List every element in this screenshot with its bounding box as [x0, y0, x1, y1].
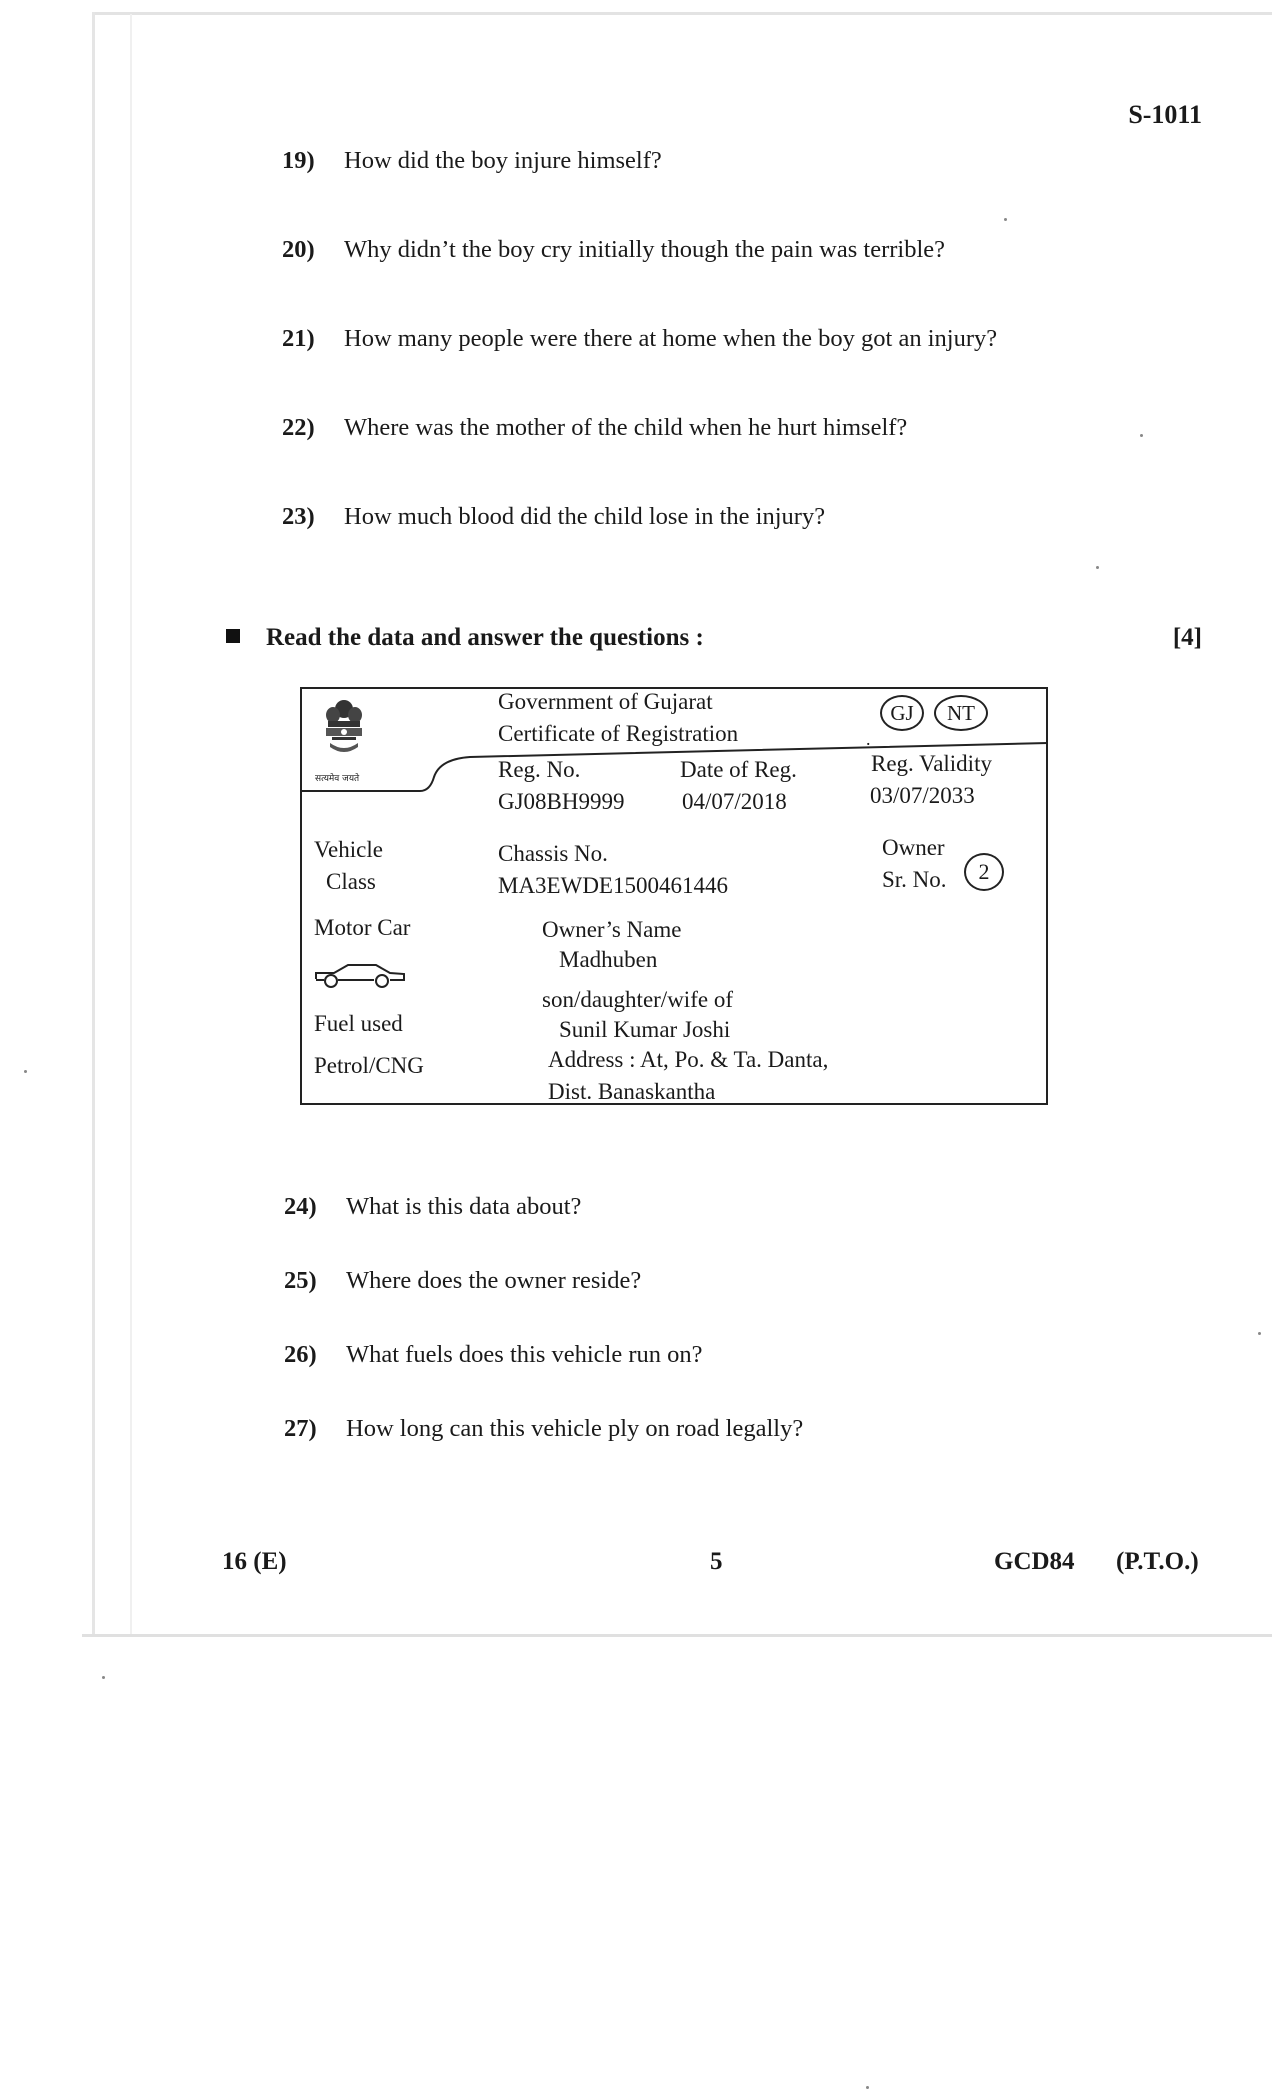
- question-text: What is this data about?: [346, 1193, 582, 1220]
- question-number: 27): [284, 1415, 317, 1442]
- date-of-reg-label: Date of Reg.: [680, 757, 797, 782]
- scan-speck: [1258, 1332, 1261, 1335]
- owner-name-value: Madhuben: [559, 947, 658, 972]
- address-line-1: Address : At, Po. & Ta. Danta,: [548, 1047, 829, 1072]
- emblem-caption: सत्यमेव जयते: [315, 774, 360, 784]
- question-number: 25): [284, 1267, 317, 1294]
- registration-certificate: [300, 687, 1048, 1105]
- square-bullet-icon: [226, 629, 240, 643]
- question-number: 24): [284, 1193, 317, 1220]
- question-text: How many people were there at home when the boy got an injury?: [344, 325, 998, 352]
- relation-label: son/daughter/wife of: [542, 987, 733, 1012]
- question-item: [282, 503, 825, 531]
- question-item: [284, 1341, 703, 1369]
- owner-sr-no-label: Sr. No.: [882, 867, 947, 892]
- relation-name: Sunil Kumar Joshi: [559, 1017, 731, 1042]
- question-item: [282, 414, 907, 442]
- question-number: 21): [282, 325, 315, 352]
- vehicle-class-value: Motor Car: [314, 915, 411, 940]
- question-item: [284, 1193, 581, 1221]
- sheet-edge: [130, 14, 132, 1634]
- scan-speck: [1096, 566, 1099, 569]
- reg-no-label: Reg. No.: [498, 757, 581, 782]
- section-instruction-text: Read the data and answer the questions :: [266, 624, 704, 651]
- question-text: How much blood did the child lose in the injury?: [344, 503, 826, 530]
- vehicle-class-label: Vehicle: [314, 837, 383, 862]
- please-turn-over: (P.T.O.): [1116, 1548, 1199, 1575]
- date-of-reg-value: 04/07/2018: [682, 789, 787, 814]
- question-text: How long can this vehicle ply on road legally?: [346, 1415, 804, 1442]
- chassis-no-value: MA3EWDE1500461446: [498, 873, 728, 898]
- sheet-edge: [92, 12, 95, 1637]
- car-icon: [314, 961, 408, 991]
- owner-sr-no-value: 2: [964, 853, 1004, 891]
- address-line-2: Dist. Banaskantha: [548, 1079, 716, 1104]
- footer-series-code: GCD84: [994, 1548, 1075, 1575]
- question-item: [282, 236, 945, 264]
- owner-label: Owner: [882, 835, 945, 860]
- question-number: 20): [282, 236, 315, 263]
- government-name: Government of Gujarat: [498, 689, 713, 714]
- national-emblem-icon: [314, 695, 374, 769]
- section-marks: [4]: [1172, 624, 1202, 651]
- scan-speck: [866, 2086, 869, 2089]
- paper-code: S-1011: [1128, 100, 1202, 129]
- reg-validity-value: 03/07/2033: [870, 783, 975, 808]
- chassis-no-label: Chassis No.: [498, 841, 608, 866]
- question-number: 22): [282, 414, 315, 441]
- dot-mark: .: [866, 729, 871, 749]
- question-item: [282, 147, 662, 175]
- question-number: 23): [282, 503, 315, 530]
- state-badge: GJ: [880, 695, 924, 731]
- question-text: Where was the mother of the child when he hurt himself?: [344, 414, 908, 441]
- reg-validity-label: Reg. Validity: [871, 751, 992, 776]
- scan-speck: [1140, 434, 1143, 437]
- owner-name-label: Owner’s Name: [542, 917, 682, 942]
- question-item: [282, 325, 997, 353]
- question-number: 26): [284, 1341, 317, 1368]
- reg-no-value: GJ08BH9999: [498, 789, 625, 814]
- section-instruction: [226, 624, 704, 652]
- scan-speck: [24, 1070, 27, 1073]
- question-text: Why didn’t the boy cry initially though the pain was terrible?: [344, 236, 946, 263]
- certificate-title: Certificate of Registration: [498, 721, 739, 746]
- question-item: [284, 1415, 803, 1443]
- question-text: Where does the owner reside?: [346, 1267, 642, 1294]
- scan-speck: [102, 1676, 105, 1679]
- question-number: 19): [282, 147, 315, 174]
- vehicle-class-label-2: Class: [326, 869, 376, 894]
- fuel-used-label: Fuel used: [314, 1011, 403, 1036]
- sheet-edge: [82, 1634, 1272, 1637]
- question-text: What fuels does this vehicle run on?: [346, 1341, 703, 1368]
- question-text: How did the boy injure himself?: [344, 147, 662, 174]
- scan-speck: [1004, 218, 1007, 221]
- category-badge: NT: [934, 695, 988, 731]
- footer-left-code: 16 (E): [222, 1548, 287, 1575]
- sheet-edge: [92, 12, 1272, 15]
- page-number: 5: [710, 1548, 723, 1575]
- fuel-used-value: Petrol/CNG: [314, 1053, 424, 1078]
- question-item: [284, 1267, 641, 1295]
